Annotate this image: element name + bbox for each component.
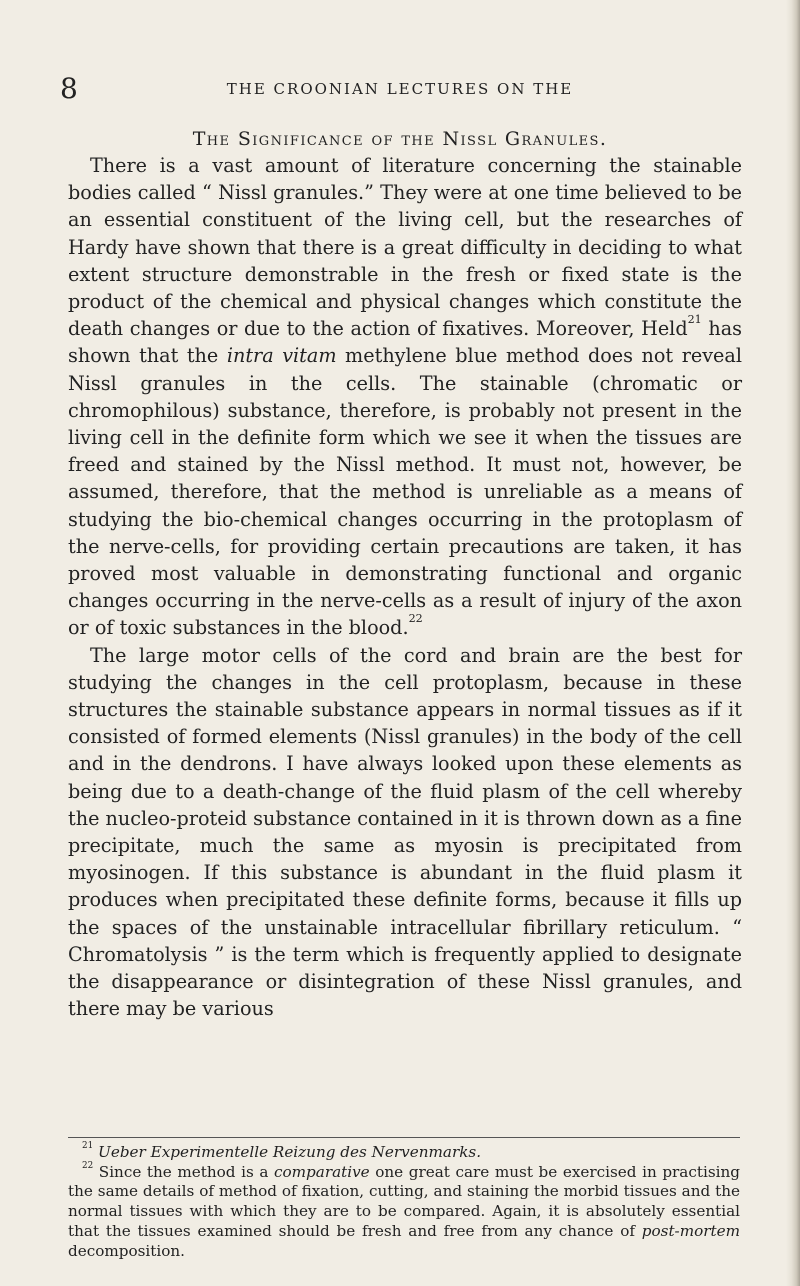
footnote-mark: 21: [82, 1141, 94, 1152]
page-number: 8: [60, 72, 78, 105]
page-edge: [786, 0, 800, 1286]
footnote-mark: 22: [82, 1160, 94, 1171]
paragraph-1: There is a vast amount of literature concerning the stainable bodies called “ Nissl granules.” They were at one time believed to be an essential constituent of the living cell, but the researches of Hardy have shown that there is a great difficulty in deciding to what extent structure demonstrable in the fresh or fixed state is the product of the chemical and physical changes which constitute the death changes or due to the action of fixatives. Moreover, Held$^{21}$ has shown that the intra vitam methylene blue method does not reveal Nissl granules in the cells. The stainable (chromatic or chromophilous) substance, therefore, is probably not present in the living cell in the definite form which we see it when the tissues are freed and stained by the Nissl method. It must not, however, be assumed, therefore, that the method is unreliable as a means of studying the bio-chemical changes occurring in the protoplasm of the nerve-cells, for providing certain precautions are taken, it has proved most valuable in demonstrating functional and organic changes occurring in the nerve-cells as a result of injury of the axon or of toxic substances in the blood.$^{22}$: [68, 154, 742, 640]
body-text: [68, 152, 742, 1023]
footnotes: [68, 1143, 740, 1261]
footnote-21: [68, 1143, 740, 1163]
section-heading: The Significance of the Nissl Granules.: [192, 128, 608, 150]
paragraph-2: The large motor cells of the cord and brain are the best for studying the changes in the cell protoplasm, because in these structures the stainable substance appears in normal tissues as if it consisted of formed elements (Nissl granules) in the body of the cell and in the dendrons. I have always looked upon these elements as being due to a death-change of the fluid plasm of the cell whereby the nucleo-proteid substance contained in it is thrown down as a fine precipitate, much the same as myosin is precipitated from myosinogen. If this substance is abundant in the fluid plasm it produces when precipitated these definite forms, because it fills up the spaces of the unstainable intracellular fibrillary reticulum. “ Chromatolysis ” is the term which is frequently applied to designate the disappearance or disintegration of these Nissl granules, and there may be various: [68, 643, 742, 1021]
running-head: THE CROONIAN LECTURES ON THE: [226, 80, 574, 98]
footnote-ref-21: 21: [687, 313, 702, 327]
footnote-22: $^{22}$ Since the method is a comparative one great care must be exercised in practising the same details of method of fixation, cutting, and staining the morbid tissues and the normal tissues with which they are to be compared. Again, it is absolutely essential that the tissues examined should be fresh and free from any chance of post-mortem decomposition.: [68, 1160, 740, 1260]
footnote-rule: [68, 1137, 740, 1138]
italic-intra-vitam: intra vitam: [226, 344, 337, 368]
footnote-title: Ueber Experimentelle Reizung des Nervenmarks.: [98, 1143, 482, 1161]
footnote-ref-22: 22: [408, 612, 423, 626]
